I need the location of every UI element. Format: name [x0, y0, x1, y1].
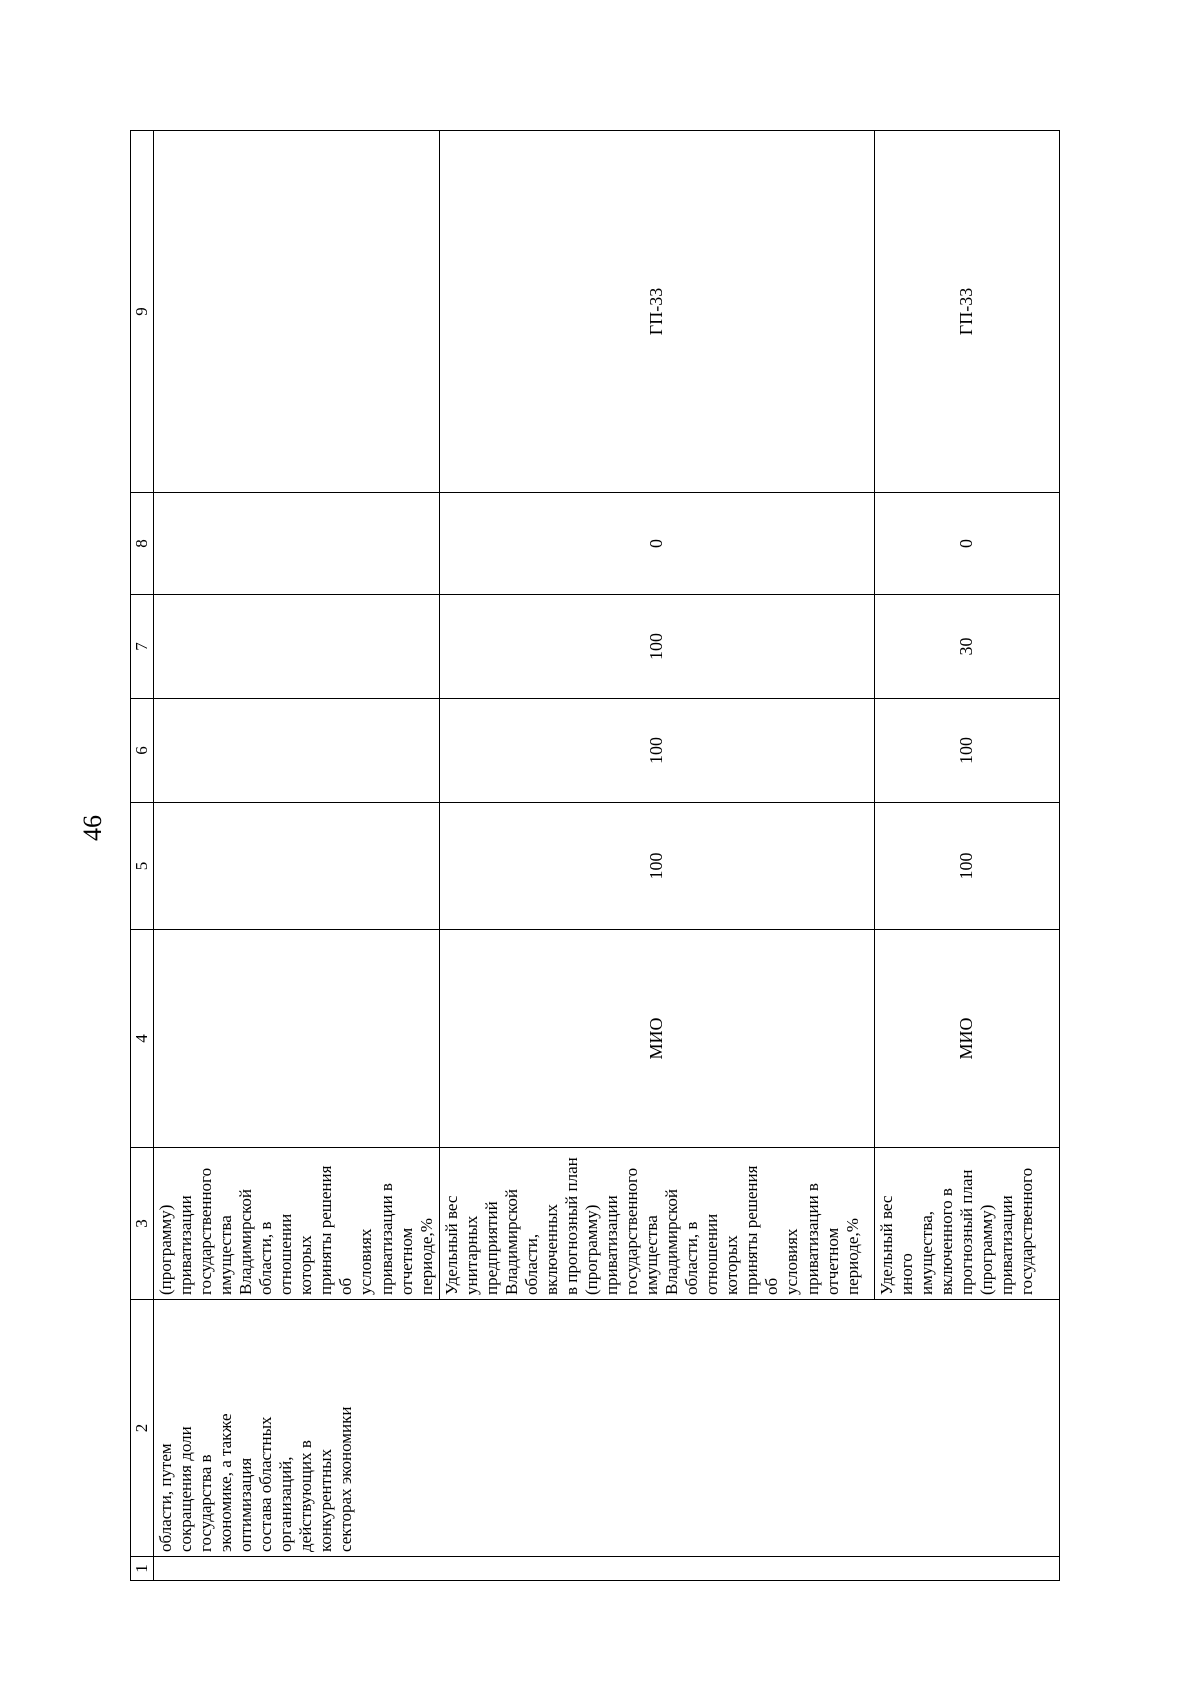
cell-value-7: 100 [439, 595, 874, 699]
cell-executor: МИО [874, 930, 1059, 1148]
cell-program-code: ГП-33 [874, 131, 1059, 493]
cell-indicator [874, 1148, 1059, 1300]
cell-value-5: 100 [439, 803, 874, 930]
header-col-1: 1 [131, 1557, 154, 1581]
cell-executor [154, 930, 440, 1148]
cell-indicator [154, 1148, 440, 1300]
cell-indicator [439, 1148, 874, 1300]
cell-value-8 [154, 493, 440, 595]
goal-description-text: области, путем сокращения доли государства в экономике, а также оптимизация состава областных организаций, действующих в конкурентных секторах экономики [156, 1406, 356, 1552]
cell-value-5: 100 [874, 803, 1059, 930]
cell-value-6: 100 [439, 699, 874, 803]
header-col-9: 9 [131, 131, 154, 493]
header-row [131, 131, 154, 1581]
cell-value-7: 30 [874, 595, 1059, 699]
indicator-text: Удельный вес унитарных предприятий Владимирской области, включенных в прогнозный план (программу) приватизации государственного имущества Владимирской области, в отношении которых приняты решения об условиях приватизации в отчетном периоде,% [441, 1157, 862, 1295]
header-col-8: 8 [131, 493, 154, 595]
cell-executor: МИО [439, 930, 874, 1148]
cell-program-code [154, 131, 440, 493]
indicator-text: Удельный вес иного имущества, включенного в прогнозный план (программу) приватизации государственного [876, 1167, 1036, 1295]
page-number: 46 [78, 815, 107, 841]
cell-number [154, 1557, 1060, 1581]
cell-goal-description [154, 1300, 1060, 1557]
cell-value-5 [154, 803, 440, 930]
cell-value-8: 0 [439, 493, 874, 595]
table-row [154, 131, 440, 1581]
header-col-4: 4 [131, 930, 154, 1148]
cell-value-6: 100 [874, 699, 1059, 803]
cell-value-8: 0 [874, 493, 1059, 595]
header-col-7: 7 [131, 595, 154, 699]
cell-program-code: ГП-33 [439, 131, 874, 493]
header-col-6: 6 [131, 699, 154, 803]
header-col-2: 2 [131, 1300, 154, 1557]
header-col-3: 3 [131, 1148, 154, 1300]
indicator-text: (программу) приватизации государственного имущества Владимирской области, в отношении которых приняты решения об условиях приватизации в отчетном периоде,% [156, 1165, 436, 1295]
indicators-table [130, 130, 1060, 1581]
header-col-5: 5 [131, 803, 154, 930]
rotated-table-frame [130, 131, 1040, 1581]
cell-value-7 [154, 595, 440, 699]
cell-value-6 [154, 699, 440, 803]
